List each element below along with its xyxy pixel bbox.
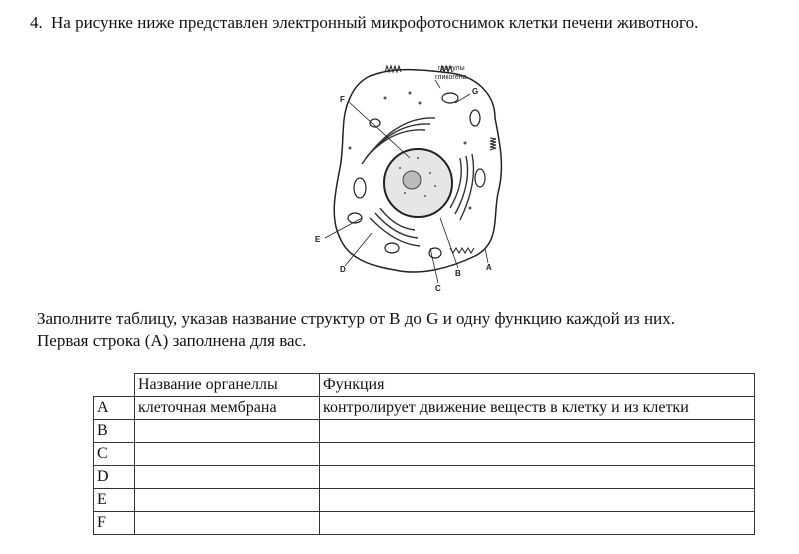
organelle-name-cell[interactable] [135,443,320,466]
label-g: G [472,87,479,96]
table-row [94,512,755,535]
table-row [94,466,755,489]
organelle-name-cell[interactable] [135,420,320,443]
label-e: E [315,235,321,244]
organelle-name-cell[interactable] [135,466,320,489]
label-c: C [435,284,441,293]
table-header-blank [94,374,135,397]
nucleolus [403,171,421,189]
instructions-line2: Первая строка (A) заполнена для вас. [37,331,307,350]
function-cell[interactable] [320,512,755,535]
organelle-name-cell[interactable] [135,489,320,512]
table-row [94,489,755,512]
label-f: F [340,95,345,104]
answers-table [93,373,755,535]
row-label: A [94,397,135,420]
instructions [37,308,777,352]
organelle-name-cell[interactable] [135,512,320,535]
question-number: 4. [30,13,43,32]
organelle-name-cell[interactable]: клеточная мембрана [135,397,320,420]
label-a: A [486,263,492,272]
table-header-name: Название органеллы [135,374,320,397]
microvilli-bottom [450,248,474,253]
label-b: B [455,269,461,278]
function-cell[interactable] [320,489,755,512]
label-glycogen-line2: гликогена [435,74,467,81]
microvilli-right [490,138,496,150]
question-text [30,12,772,34]
label-glycogen-line1: гранулы [438,65,465,72]
row-label: D [94,466,135,489]
question-body: На рисунке ниже представлен электронный микрофотоснимок клетки печени животного. [51,13,699,32]
row-label: B [94,420,135,443]
function-cell[interactable] [320,420,755,443]
row-label: C [94,443,135,466]
table-row [94,443,755,466]
function-cell[interactable] [320,443,755,466]
table-header-row [94,374,755,397]
cell-micrograph-figure [300,58,530,298]
function-cell[interactable]: контролирует движение веществ в клетку и из клетки [320,397,755,420]
table-row [94,420,755,443]
table-row [94,397,755,420]
row-label: F [94,512,135,535]
label-d: D [340,265,346,274]
row-label: E [94,489,135,512]
function-cell[interactable] [320,466,755,489]
instructions-line1: Заполните таблицу, указав название структур от B до G и одну функцию каждой из них. [37,309,675,328]
cell-diagram [300,58,530,298]
table-header-function: Функция [320,374,755,397]
